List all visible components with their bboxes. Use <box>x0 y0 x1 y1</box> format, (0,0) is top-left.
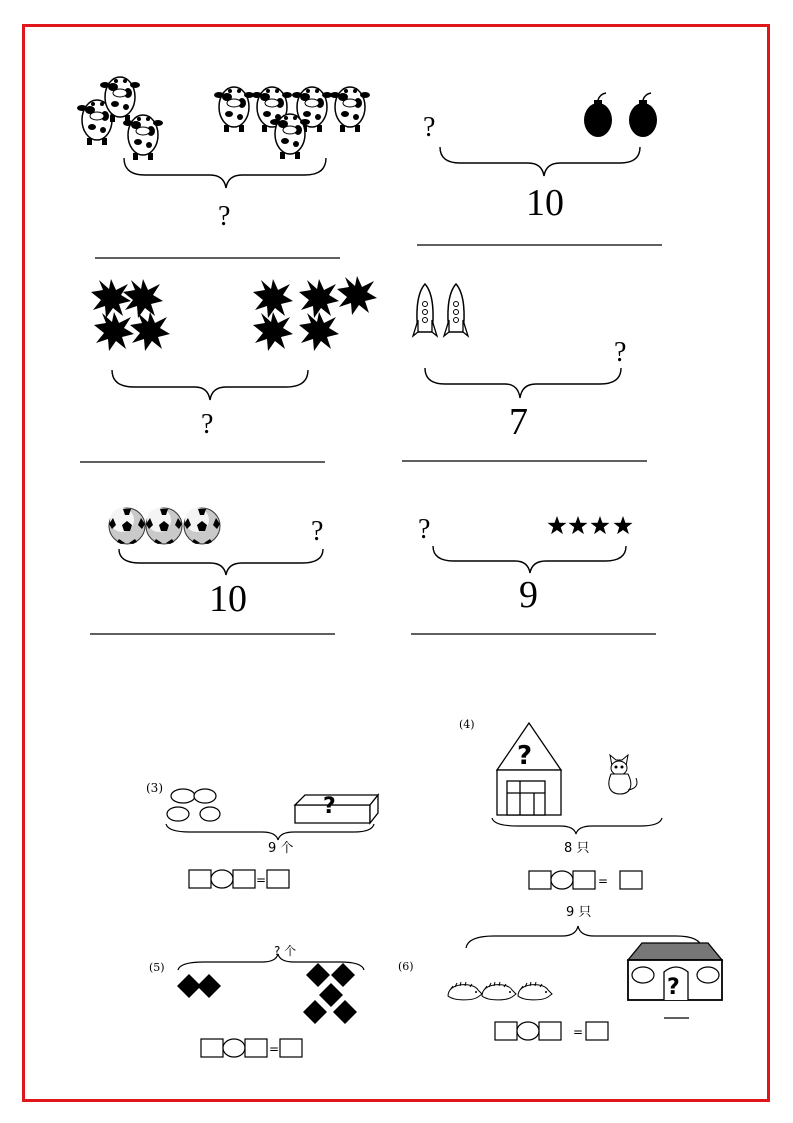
cow-icon <box>214 87 370 159</box>
total-label: 9 <box>519 574 538 616</box>
problem-3 <box>80 276 377 462</box>
star-icon <box>548 516 633 534</box>
operator-oval[interactable] <box>223 1039 245 1057</box>
total-label: ? <box>201 409 214 440</box>
question-box-icon <box>295 794 378 823</box>
soccer-ball-icon <box>109 508 220 544</box>
curly-brace <box>124 158 326 188</box>
starburst-icon <box>253 276 377 351</box>
hedgehog-icon <box>448 982 552 1000</box>
answer-box[interactable] <box>233 870 255 888</box>
cow-icon <box>77 77 163 160</box>
answer-box[interactable] <box>245 1039 267 1057</box>
unknown-mark: ? <box>311 516 324 547</box>
answer-box[interactable] <box>586 1022 608 1040</box>
equals-sign: = <box>269 1042 280 1056</box>
problem-5 <box>90 508 335 634</box>
answer-box[interactable] <box>280 1039 302 1057</box>
curly-brace <box>440 147 640 176</box>
diamond-icon <box>177 974 221 998</box>
curly-brace <box>112 370 308 400</box>
answer-box[interactable] <box>529 871 551 889</box>
unknown-mark: ? <box>614 337 627 368</box>
unknown-mark: ? <box>667 975 680 1000</box>
diamond-icon <box>303 963 357 1024</box>
unknown-mark: ? <box>323 794 336 819</box>
starburst-icon <box>91 279 170 351</box>
operator-oval[interactable] <box>551 871 573 889</box>
rocket-icon <box>413 284 468 336</box>
problem-4 <box>402 284 647 461</box>
exercise-3 <box>146 781 378 888</box>
equals-sign: = <box>256 873 267 887</box>
answer-box[interactable] <box>620 871 642 889</box>
cat-icon <box>609 755 637 794</box>
equation <box>189 870 289 888</box>
answer-box[interactable] <box>495 1022 517 1040</box>
exercise-number: (5) <box>149 961 165 974</box>
exercise-number: (6) <box>398 960 414 973</box>
unknown-mark: ? <box>418 514 431 545</box>
answer-box[interactable] <box>573 871 595 889</box>
curly-brace <box>119 549 323 575</box>
house-icon <box>628 943 722 1000</box>
equation <box>201 1039 302 1057</box>
exercise-5 <box>149 944 364 1057</box>
curly-brace <box>425 368 621 398</box>
exercise-4 <box>459 718 662 889</box>
total-label: 9 只 <box>566 905 592 920</box>
curly-brace <box>166 824 374 840</box>
bomb-icon <box>584 93 657 137</box>
house-icon <box>497 723 561 815</box>
total-label: 7 <box>509 401 528 443</box>
answer-box[interactable] <box>539 1022 561 1040</box>
answer-box[interactable] <box>267 870 289 888</box>
problem-6 <box>411 514 656 634</box>
unknown-mark: ? <box>423 112 436 143</box>
total-label: ? 个 <box>274 944 297 958</box>
oval-icon <box>167 789 220 821</box>
exercise-6 <box>398 905 722 1040</box>
operator-oval[interactable] <box>211 870 233 888</box>
curly-brace <box>433 546 626 573</box>
total-label: 9 个 <box>268 841 294 856</box>
total-label: ? <box>218 201 231 232</box>
exercise-number: (3) <box>146 781 163 795</box>
total-label: 10 <box>209 578 247 620</box>
equation <box>529 871 642 889</box>
curly-brace <box>178 954 364 970</box>
equation <box>495 1022 608 1040</box>
operator-oval[interactable] <box>517 1022 539 1040</box>
exercise-number: (4) <box>459 718 475 731</box>
total-label: 8 只 <box>564 841 590 856</box>
problem-1 <box>77 77 370 258</box>
curly-brace <box>492 818 662 834</box>
total-label: 10 <box>526 182 564 224</box>
problem-2 <box>417 93 662 245</box>
equals-sign: = <box>598 874 609 888</box>
unknown-mark: ? <box>517 741 533 771</box>
answer-box[interactable] <box>201 1039 223 1057</box>
answer-box[interactable] <box>189 870 211 888</box>
equals-sign: = <box>573 1025 584 1039</box>
